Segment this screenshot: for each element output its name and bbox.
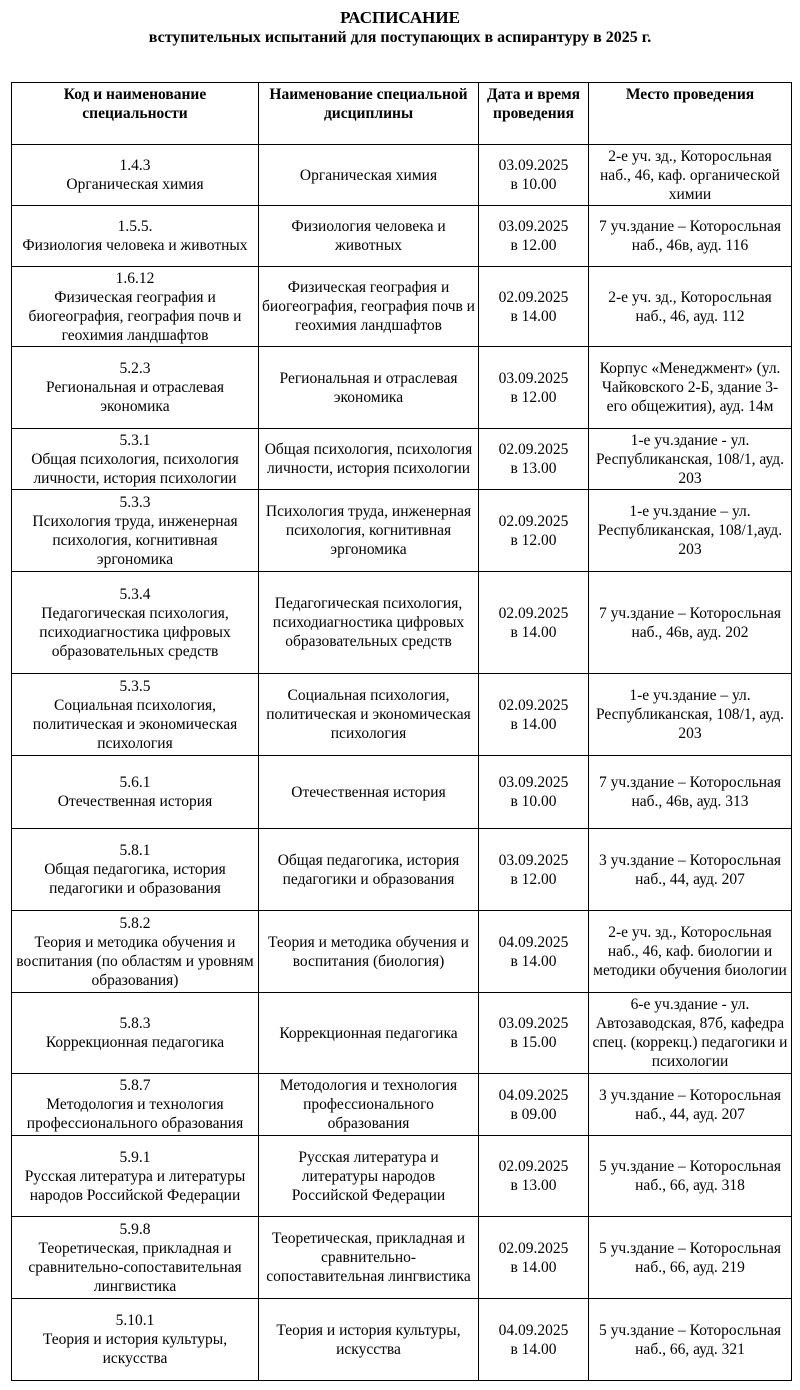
discipline-cell: Русская литература и литературы народов Российской Федерации	[259, 1136, 479, 1217]
specialty-code: 1.6.12	[115, 269, 155, 287]
place-cell: 5 уч.здание – Которосльная наб., 66, ауд. 318	[589, 1136, 792, 1217]
specialty-cell	[12, 829, 259, 911]
specialty-name: Русская литература и литературы народов Российской Федерации	[24, 1167, 246, 1204]
specialty-cell	[12, 993, 259, 1074]
exam-date: 02.09.2025	[498, 512, 569, 530]
table-header-row	[12, 83, 792, 145]
datetime-cell	[479, 145, 589, 206]
datetime-cell	[479, 1136, 589, 1217]
datetime-cell	[479, 267, 589, 347]
exam-date: 02.09.2025	[498, 696, 569, 714]
specialty-cell	[12, 429, 259, 490]
specialty-code: 5.3.1	[119, 431, 151, 449]
exam-time: в 12.00	[510, 531, 557, 549]
exam-date: 02.09.2025	[498, 288, 569, 306]
place-cell: 3 уч.здание – Которосльная наб., 44, ауд. 207	[589, 1074, 792, 1136]
exam-time: в 14.00	[510, 1258, 557, 1276]
exam-date: 03.09.2025	[498, 774, 569, 791]
exam-date: 04.09.2025	[498, 1321, 569, 1339]
specialty-cell	[12, 490, 259, 572]
place-cell: 3 уч.здание – Которосльная наб., 44, ауд. 207	[589, 829, 792, 911]
exam-time: в 14.00	[510, 952, 557, 970]
specialty-code: 5.3.3	[119, 493, 151, 511]
specialty-name: Региональная и отраслевая экономика	[46, 379, 224, 415]
specialty-code: 5.9.8	[119, 1220, 151, 1238]
specialty-name: Социальная психология, политическая и экономическая психология	[32, 696, 238, 752]
table-row	[12, 206, 792, 267]
specialty-code: 1.4.3	[119, 157, 151, 174]
specialty-cell	[12, 911, 259, 993]
specialty-cell	[12, 145, 259, 206]
specialty-code: 5.8.7	[119, 1077, 151, 1094]
exam-time: в 14.00	[510, 307, 557, 325]
place-cell: 6-е уч.здание - ул. Автозаводская, 87б, кафедра спец. (коррекц.) педагогики и психологии	[589, 993, 792, 1074]
datetime-cell	[479, 347, 589, 429]
exam-time: в 13.00	[510, 460, 557, 477]
specialty-name: Педагогическая психология, психодиагностика цифровых образовательных средств	[39, 604, 231, 660]
column-header-place: Место проведения	[589, 83, 792, 145]
table-row	[12, 1299, 792, 1381]
place-cell: 2-е уч. зд., Которосльная наб., 46, каф. биологии и методики обучения биологии	[589, 911, 792, 993]
exam-time: в 10.00	[510, 176, 557, 193]
place-cell: 7 уч.здание – Которосльная наб., 46в, ауд. 313	[589, 756, 792, 829]
table-row	[12, 490, 792, 572]
schedule-table	[11, 82, 792, 1381]
discipline-cell: Физиология человека и животных	[259, 206, 479, 267]
datetime-cell	[479, 911, 589, 993]
specialty-name: Теоретическая, прикладная и сравнительно-сопоставительная лингвистика	[28, 1239, 242, 1295]
exam-date: 03.09.2025	[498, 218, 569, 235]
page-subtitle: вступительных испытаний для поступающих в аспирантуру в 2025 г.	[148, 29, 652, 46]
datetime-cell	[479, 206, 589, 267]
table-row	[12, 267, 792, 347]
datetime-cell	[479, 490, 589, 572]
exam-date: 03.09.2025	[498, 851, 569, 869]
exam-date: 03.09.2025	[498, 369, 569, 387]
exam-date: 03.09.2025	[498, 157, 569, 174]
exam-time: в 14.00	[510, 1340, 557, 1358]
place-cell: 5 уч.здание – Которосльная наб., 66, ауд. 321	[589, 1299, 792, 1381]
specialty-name: Теория и методика обучения и воспитания (по областям и уровням образования)	[16, 933, 254, 989]
specialty-code: 1.5.5.	[117, 218, 153, 235]
specialty-code: 5.8.3	[119, 1015, 151, 1032]
specialty-code: 5.3.5	[119, 677, 151, 695]
table-row	[12, 429, 792, 490]
page-title: РАСПИСАНИЕ	[340, 8, 460, 27]
place-cell: Корпус «Менеджмент» (ул. Чайковского 2-Б, здание 3-его общежития), ауд. 14м	[589, 347, 792, 429]
discipline-cell: Теория и методика обучения и воспитания (биология)	[259, 911, 479, 993]
exam-date: 02.09.2025	[498, 604, 569, 622]
table-row	[12, 1074, 792, 1136]
discipline-cell: Теоретическая, прикладная и сравнительно-сопоставительная лингвистика	[259, 1217, 479, 1299]
place-cell: 1-е уч.здание - ул. Республиканская, 108/1, ауд. 203	[589, 429, 792, 490]
specialty-name: Психология труда, инженерная психология, когнитивная эргономика	[32, 512, 238, 568]
datetime-cell	[479, 674, 589, 756]
specialty-code: 5.8.1	[119, 842, 151, 859]
specialty-code: 5.2.3	[119, 360, 151, 377]
table-row	[12, 572, 792, 674]
exam-date: 02.09.2025	[498, 1239, 569, 1257]
place-cell: 5 уч.здание – Которосльная наб., 66, ауд. 219	[589, 1217, 792, 1299]
exam-date: 02.09.2025	[498, 441, 569, 458]
datetime-cell	[479, 429, 589, 490]
table-row	[12, 911, 792, 993]
document-header	[0, 8, 800, 48]
datetime-cell	[479, 1217, 589, 1299]
specialty-name: Теория и история культуры, искусства	[42, 1331, 228, 1367]
discipline-cell: Теория и история культуры, искусства	[259, 1299, 479, 1381]
discipline-cell: Региональная и отраслевая экономика	[259, 347, 479, 429]
specialty-name: Органическая химия	[66, 176, 204, 193]
exam-date: 03.09.2025	[498, 1015, 569, 1032]
place-cell: 2-е уч. зд., Которосльная наб., 46, ауд. 112	[589, 267, 792, 347]
specialty-name: Общая педагогика, история педагогики и образования	[44, 861, 226, 897]
specialty-cell	[12, 1299, 259, 1381]
discipline-cell: Методология и технология профессионального образования	[259, 1074, 479, 1136]
datetime-cell	[479, 572, 589, 674]
specialty-name: Коррекционная педагогика	[45, 1034, 225, 1051]
column-header-datetime: Дата и время проведения	[479, 83, 589, 145]
place-cell: 7 уч.здание – Которосльная наб., 46в, ауд. 202	[589, 572, 792, 674]
table-row	[12, 756, 792, 829]
datetime-cell	[479, 756, 589, 829]
exam-time: в 12.00	[510, 870, 557, 888]
exam-time: в 14.00	[510, 623, 557, 641]
specialty-name: Методология и технология профессионального образования	[26, 1096, 244, 1132]
place-cell: 7 уч.здание – Которосльная наб., 46в, ауд. 116	[589, 206, 792, 267]
exam-time: в 15.00	[510, 1034, 557, 1051]
specialty-cell	[12, 1217, 259, 1299]
discipline-cell: Органическая химия	[259, 145, 479, 206]
specialty-name: Общая психология, психология личности, история психологии	[31, 450, 239, 487]
table-row	[12, 1217, 792, 1299]
column-header-specialty: Код и наименование специальности	[12, 83, 259, 145]
exam-date: 04.09.2025	[498, 933, 569, 951]
specialty-cell	[12, 1136, 259, 1217]
exam-date: 04.09.2025	[498, 1086, 569, 1104]
specialty-cell	[12, 347, 259, 429]
specialty-code: 5.9.1	[119, 1148, 151, 1166]
specialty-cell	[12, 572, 259, 674]
discipline-cell: Физическая география и биогеография, география почв и геохимия ландшафтов	[259, 267, 479, 347]
specialty-code: 5.8.2	[119, 914, 151, 932]
discipline-cell: Общая педагогика, история педагогики и образования	[259, 829, 479, 911]
discipline-cell: Педагогическая психология, психодиагностика цифровых образовательных средств	[259, 572, 479, 674]
specialty-cell	[12, 267, 259, 347]
table-row	[12, 1136, 792, 1217]
discipline-cell: Общая психология, психология личности, история психологии	[259, 429, 479, 490]
exam-time: в 13.00	[510, 1177, 557, 1194]
specialty-name: Физическая география и биогеография, география почв и геохимия ландшафтов	[28, 288, 242, 344]
specialty-cell	[12, 206, 259, 267]
discipline-cell: Коррекционная педагогика	[259, 993, 479, 1074]
discipline-cell: Отечественная история	[259, 756, 479, 829]
specialty-code: 5.6.1	[119, 774, 151, 791]
exam-date: 02.09.2025	[498, 1158, 569, 1175]
exam-time: в 14.00	[510, 715, 557, 733]
specialty-code: 5.10.1	[115, 1312, 155, 1329]
datetime-cell	[479, 1299, 589, 1381]
exam-time: в 12.00	[510, 388, 557, 406]
column-header-discipline: Наименование специальной дисциплины	[259, 83, 479, 145]
specialty-name: Отечественная история	[57, 793, 213, 810]
discipline-cell: Психология труда, инженерная психология, когнитивная эргономика	[259, 490, 479, 572]
datetime-cell	[479, 829, 589, 911]
datetime-cell	[479, 1074, 589, 1136]
specialty-cell	[12, 756, 259, 829]
exam-time: в 09.00	[510, 1105, 557, 1123]
table-row	[12, 993, 792, 1074]
datetime-cell	[479, 993, 589, 1074]
table-row	[12, 145, 792, 206]
exam-time: в 12.00	[510, 237, 557, 254]
exam-time: в 10.00	[510, 793, 557, 810]
table-row	[12, 347, 792, 429]
place-cell: 1-е уч.здание – ул. Республиканская, 108/1,ауд. 203	[589, 490, 792, 572]
place-cell: 2-е уч. зд., Которосльная наб., 46, каф. органической химии	[589, 145, 792, 206]
specialty-cell	[12, 674, 259, 756]
specialty-cell	[12, 1074, 259, 1136]
table-row	[12, 674, 792, 756]
specialty-name: Физиология человека и животных	[22, 237, 248, 254]
place-cell: 1-е уч.здание – ул. Республиканская, 108/1, ауд. 203	[589, 674, 792, 756]
table-row	[12, 829, 792, 911]
specialty-code: 5.3.4	[119, 585, 151, 603]
discipline-cell: Социальная психология, политическая и экономическая психология	[259, 674, 479, 756]
